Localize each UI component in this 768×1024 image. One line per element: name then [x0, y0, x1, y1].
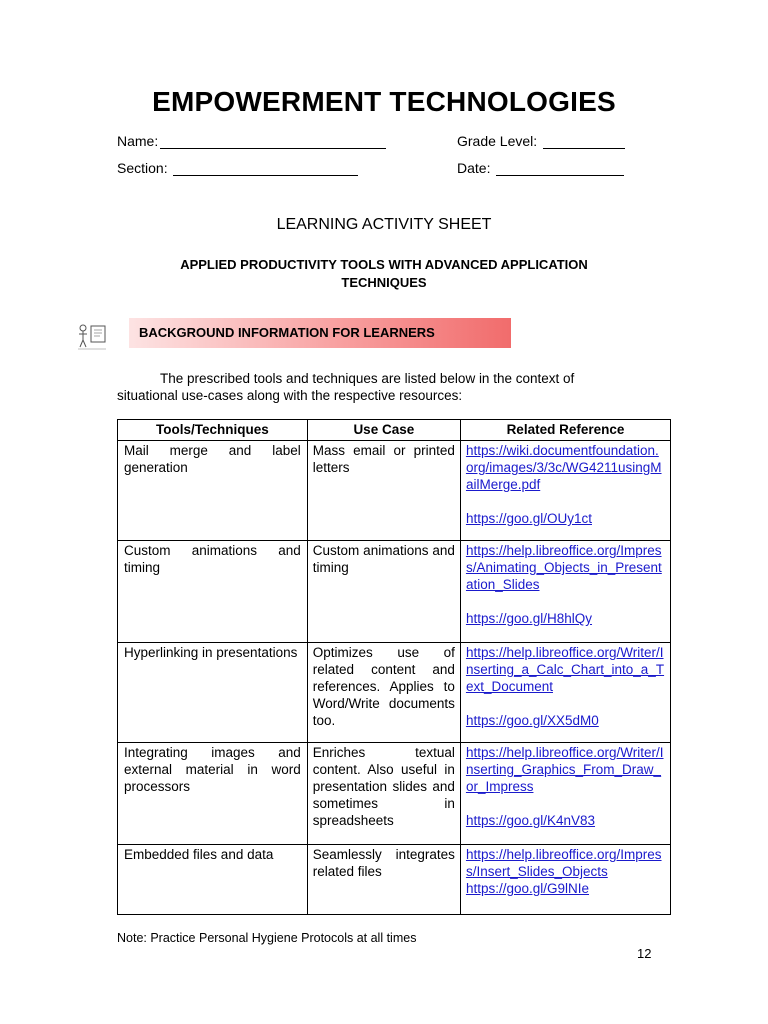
date-blank-line[interactable]: [496, 161, 624, 176]
reference-link[interactable]: https://help.libreoffice.org/Writer/Inserting_Graphics_From_Draw_or_Impress: [465, 745, 664, 794]
date-field: [457, 160, 624, 176]
reference-table: [117, 419, 671, 915]
topic-title: [0, 256, 768, 292]
reference-cell: [460, 541, 670, 643]
reference-link[interactable]: https://wiki.documentfoundation.org/images/3/3c/WG4211usingMailMerge.pdf: [465, 443, 662, 492]
background-info-banner: BACKGROUND INFORMATION FOR LEARNERS: [129, 318, 511, 348]
section-blank-line[interactable]: [173, 161, 358, 176]
intro-line-2: situational use-cases along with the respective resources:: [117, 388, 463, 403]
use-case-cell: Mass email or printed letters: [307, 441, 460, 541]
topic-title-line-2: TECHNIQUES: [341, 275, 427, 290]
name-field: [117, 133, 386, 149]
footer-note: Note: Practice Personal Hygiene Protocols at all times: [117, 931, 417, 945]
table-header-row: [118, 420, 671, 441]
reference-link[interactable]: https://help.libreoffice.org/Impress/Insert_Slides_Objects: [465, 847, 662, 879]
table-row: [118, 441, 671, 541]
tool-cell: Hyperlinking in presentations: [118, 643, 308, 743]
table-row: [118, 643, 671, 743]
short-link[interactable]: https://goo.gl/H8hlQy: [465, 611, 593, 626]
short-link[interactable]: https://goo.gl/K4nV83: [465, 813, 596, 828]
header-reference: Related Reference: [460, 420, 670, 441]
page-number: 12: [637, 946, 652, 961]
reference-cell: [460, 743, 670, 845]
table-row: [118, 743, 671, 845]
short-link[interactable]: https://goo.gl/G9lNIe: [465, 881, 590, 896]
reference-cell: [460, 441, 670, 541]
grade-level-blank-line[interactable]: [543, 134, 625, 149]
tool-cell: Embedded files and data: [118, 845, 308, 915]
use-case-cell: Optimizes use of related content and references. Applies to Word/Write documents too.: [307, 643, 460, 743]
table-row: [118, 845, 671, 915]
tool-cell: Mail merge and label generation: [118, 441, 308, 541]
topic-title-line-1: APPLIED PRODUCTIVITY TOOLS WITH ADVANCED APPLICATION: [180, 257, 588, 272]
date-label: Date:: [457, 160, 491, 176]
short-link[interactable]: https://goo.gl/XX5dM0: [465, 713, 599, 728]
reference-link[interactable]: https://help.libreoffice.org/Writer/Inserting_a_Calc_Chart_into_a_Text_Document: [465, 645, 665, 694]
header-tools: Tools/Techniques: [118, 420, 308, 441]
learner-reading-icon: [74, 320, 110, 352]
table-row: [118, 541, 671, 643]
reference-cell: [460, 845, 670, 915]
intro-line-1: The prescribed tools and techniques are listed below in the context of: [160, 371, 575, 386]
use-case-cell: Custom animations and timing: [307, 541, 460, 643]
reference-cell: [460, 643, 670, 743]
use-case-cell: Seamlessly integrates related files: [307, 845, 460, 915]
section-label: Section:: [117, 160, 168, 176]
use-case-cell: Enriches textual content. Also useful in presentation slides and sometimes in spreadsheets: [307, 743, 460, 845]
intro-paragraph: [117, 370, 677, 404]
grade-level-label: Grade Level:: [457, 133, 538, 149]
header-use-case: Use Case: [307, 420, 460, 441]
name-blank-line[interactable]: [160, 134, 386, 149]
name-label: Name:: [117, 133, 159, 149]
grade-level-field: [457, 133, 625, 149]
reference-link[interactable]: https://help.libreoffice.org/Impress/Animating_Objects_in_Presentation_Slides: [465, 543, 662, 592]
section-field: [117, 160, 358, 176]
tool-cell: Integrating images and external material in word processors: [118, 743, 308, 845]
sheet-subtitle: LEARNING ACTIVITY SHEET: [276, 216, 492, 233]
tool-cell: Custom animations and timing: [118, 541, 308, 643]
page-title: EMPOWERMENT TECHNOLOGIES: [152, 86, 616, 117]
short-link[interactable]: https://goo.gl/OUy1ct: [465, 511, 592, 526]
